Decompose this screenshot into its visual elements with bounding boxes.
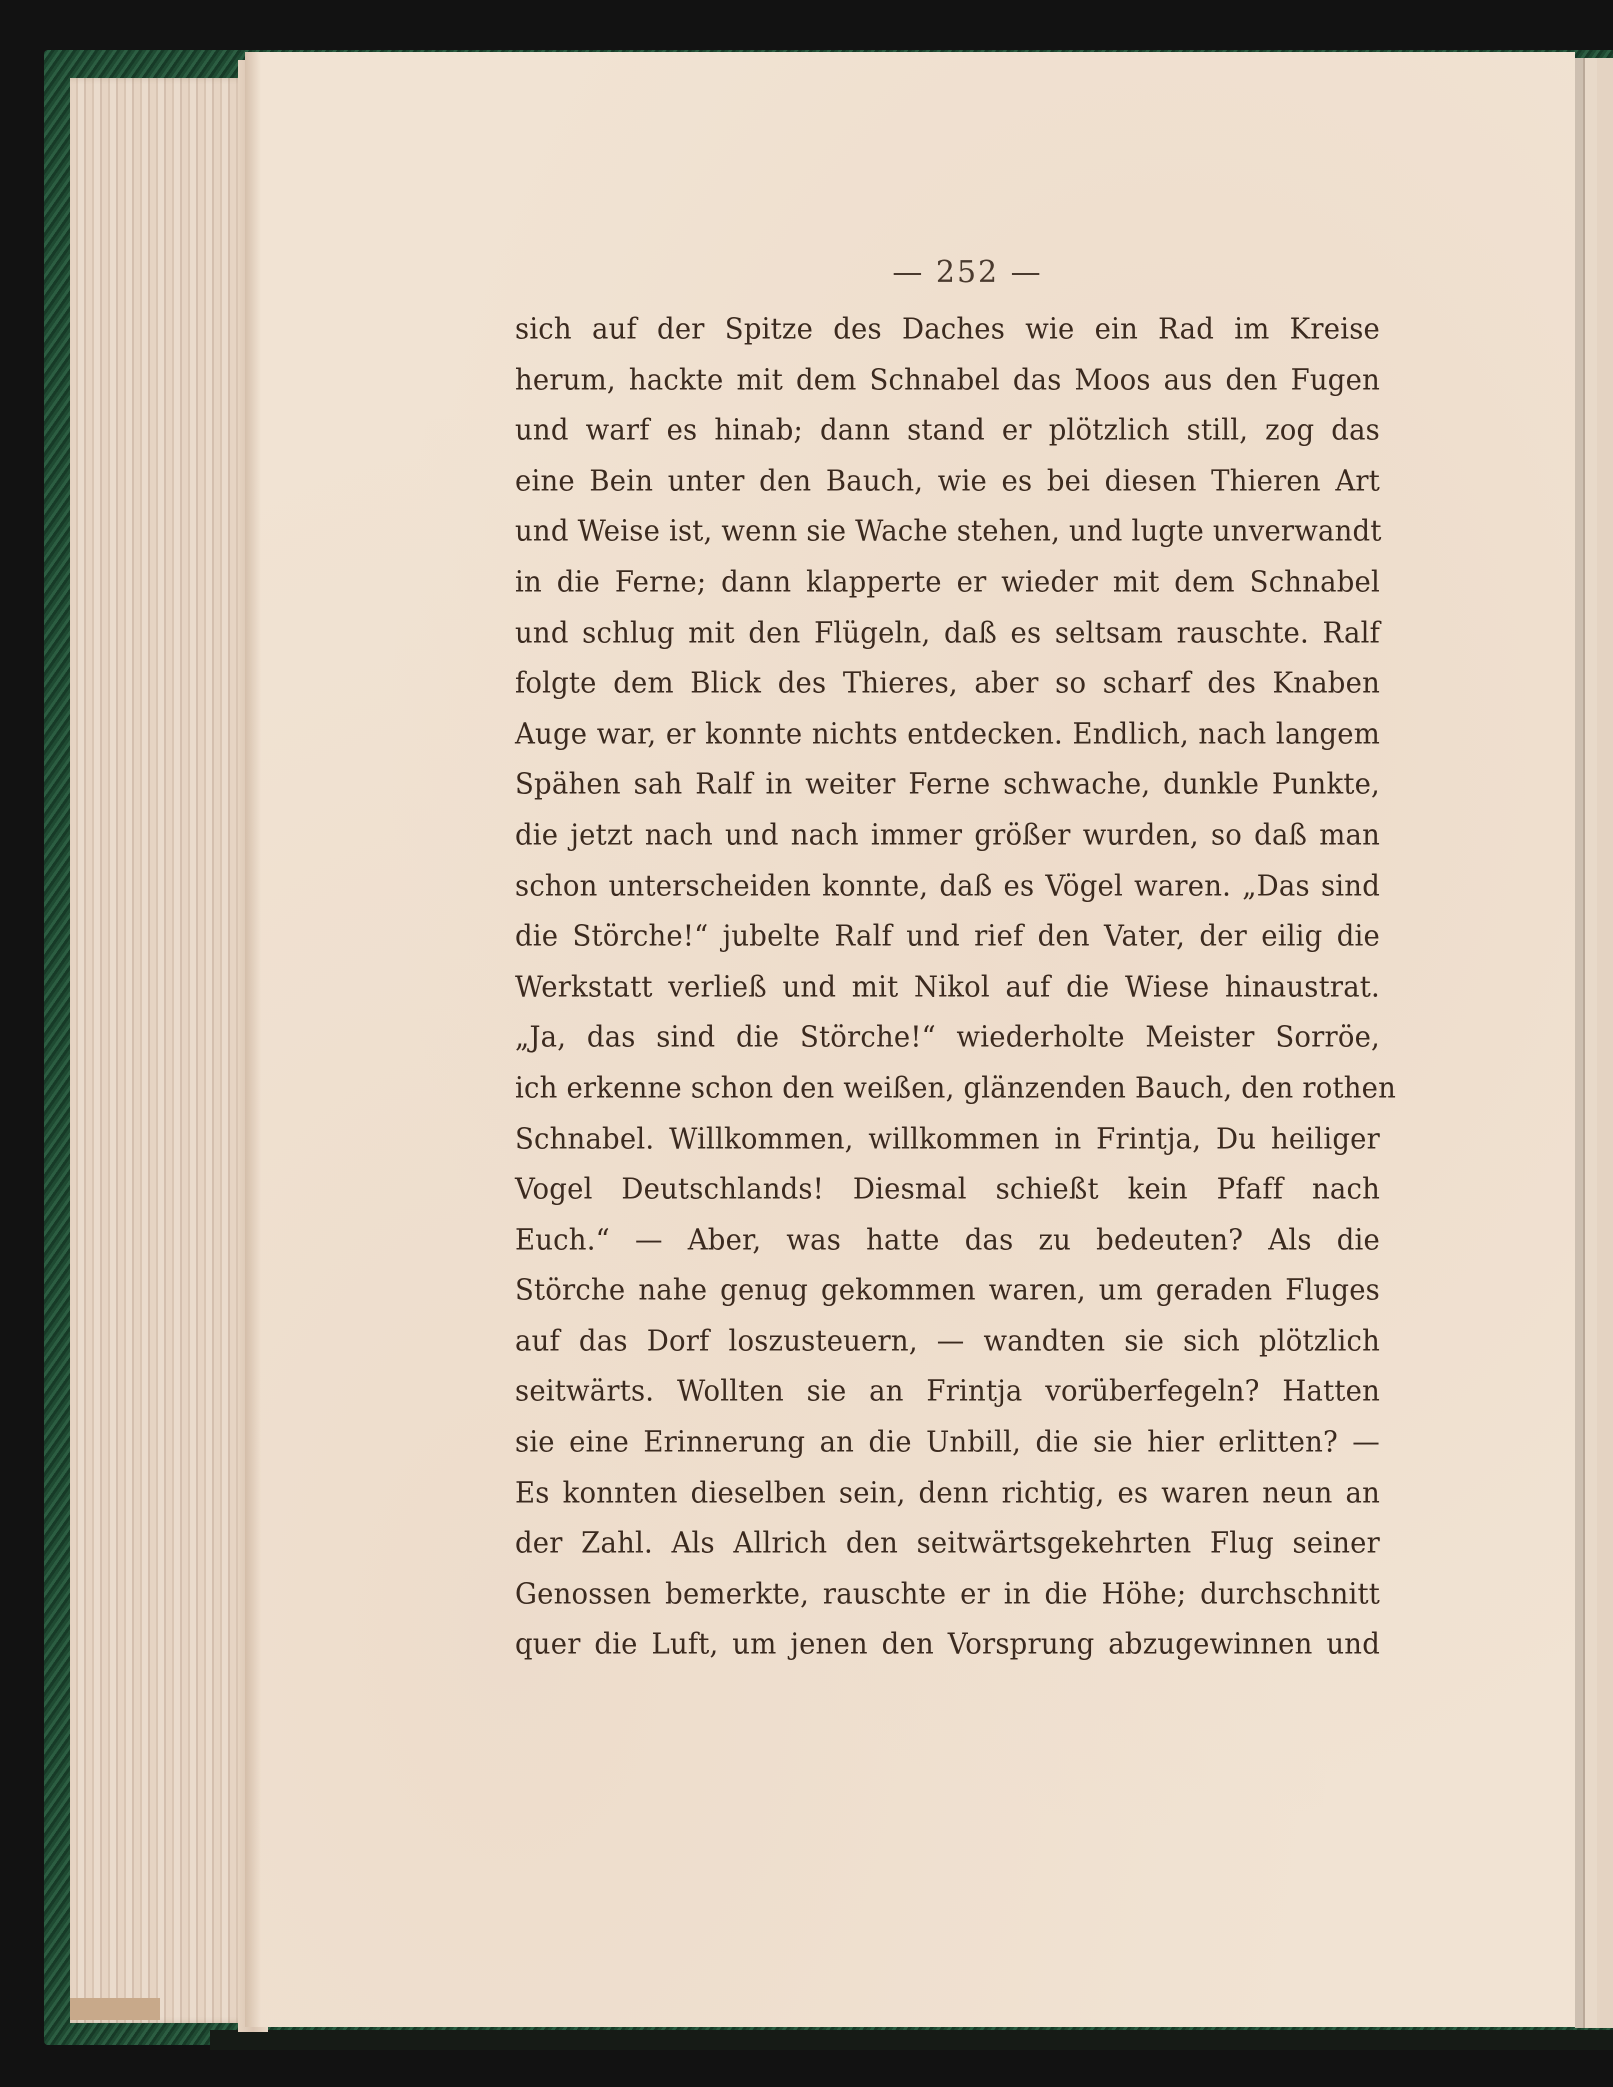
text-line: sich auf der Spitze des Daches wie ein Rad im Kreise — [515, 312, 1380, 346]
text-line: der Zahl. Als Allrich den seitwärtsgekehrten Flug seiner — [515, 1526, 1380, 1561]
text-line: Schnabel. Willkommen, willkommen in Frintja, Du heiliger — [515, 1121, 1380, 1156]
text-line: quer die Luft, um jenen den Vorsprung abzugewinnen und — [515, 1627, 1380, 1662]
text-line: die Störche!“ jubelte Ralf und rief den Vater, der eilig die — [515, 919, 1380, 953]
body-text — [515, 304, 1397, 1670]
text-line: Euch.“ — Aber, was hatte das zu bedeuten? Als die — [515, 1222, 1380, 1257]
text-line: und Weise ist, wenn sie Wache stehen, und lugte unverwandt — [515, 514, 1382, 549]
right-page-stack — [1597, 58, 1613, 2028]
text-line: „Ja, das sind die Störche!“ wiederholte Meister Sorröe, — [515, 1020, 1380, 1055]
text-line: Werkstatt verließ und mit Nikol auf die Wiese hinaustrat. — [515, 969, 1380, 1004]
text-line: ich erkenne schon den weißen, glänzenden Bauch, den rothen — [515, 1071, 1397, 1105]
page-text-block — [515, 255, 1397, 1670]
text-line: und schlug mit den Flügeln, daß es seltsam rauschte. Ralf — [515, 615, 1380, 650]
text-line: auf das Dorf loszusteuern, — wandten sie sich plötzlich — [515, 1324, 1380, 1358]
left-page-stack — [70, 78, 252, 2023]
text-line: eine Bein unter den Bauch, wie es bei diesen Thieren Art — [515, 463, 1380, 498]
text-line: die jetzt nach und nach immer größer wurden, so daß man — [515, 818, 1380, 852]
right-page-edge — [1575, 58, 1597, 2028]
page-stack-bottom — [70, 1998, 160, 2020]
text-line: Genossen bemerkte, rauschte er in die Höhe; durchschnitt — [515, 1577, 1380, 1611]
text-line: und warf es hinab; dann stand er plötzlich still, zog das — [515, 413, 1380, 447]
text-line: in die Ferne; dann klapperte er wieder mit dem Schnabel — [515, 565, 1380, 599]
text-line: herum, hackte mit dem Schnabel das Moos aus den Fugen — [515, 362, 1380, 397]
text-line: sie eine Erinnerung an die Unbill, die sie hier erlitten? — — [515, 1425, 1380, 1459]
text-line: schon unterscheiden konnte, daß es Vögel waren. „Das sind — [515, 868, 1380, 903]
text-line: seitwärts. Wollten sie an Frintja vorüberfegeln? Hatten — [515, 1374, 1380, 1409]
page-number: — 252 — — [892, 255, 1043, 290]
text-line: folgte dem Blick des Thieres, aber so scharf des Knaben — [515, 666, 1380, 700]
text-line: Vogel Deutschlands! Diesmal schießt kein Pfaff nach — [515, 1172, 1380, 1206]
cover-bottom-edge — [210, 2030, 1613, 2050]
text-line: Störche nahe genug gekommen waren, um geraden Fluges — [515, 1273, 1380, 1308]
gutter-shadow — [245, 52, 261, 2027]
text-line: Auge war, er konnte nichts entdecken. Endlich, nach langem — [515, 716, 1380, 751]
text-line: Spähen sah Ralf in weiter Ferne schwache, dunkle Punkte, — [515, 767, 1380, 802]
text-line: Es konnten dieselben sein, denn richtig, es waren neun an — [515, 1475, 1380, 1510]
